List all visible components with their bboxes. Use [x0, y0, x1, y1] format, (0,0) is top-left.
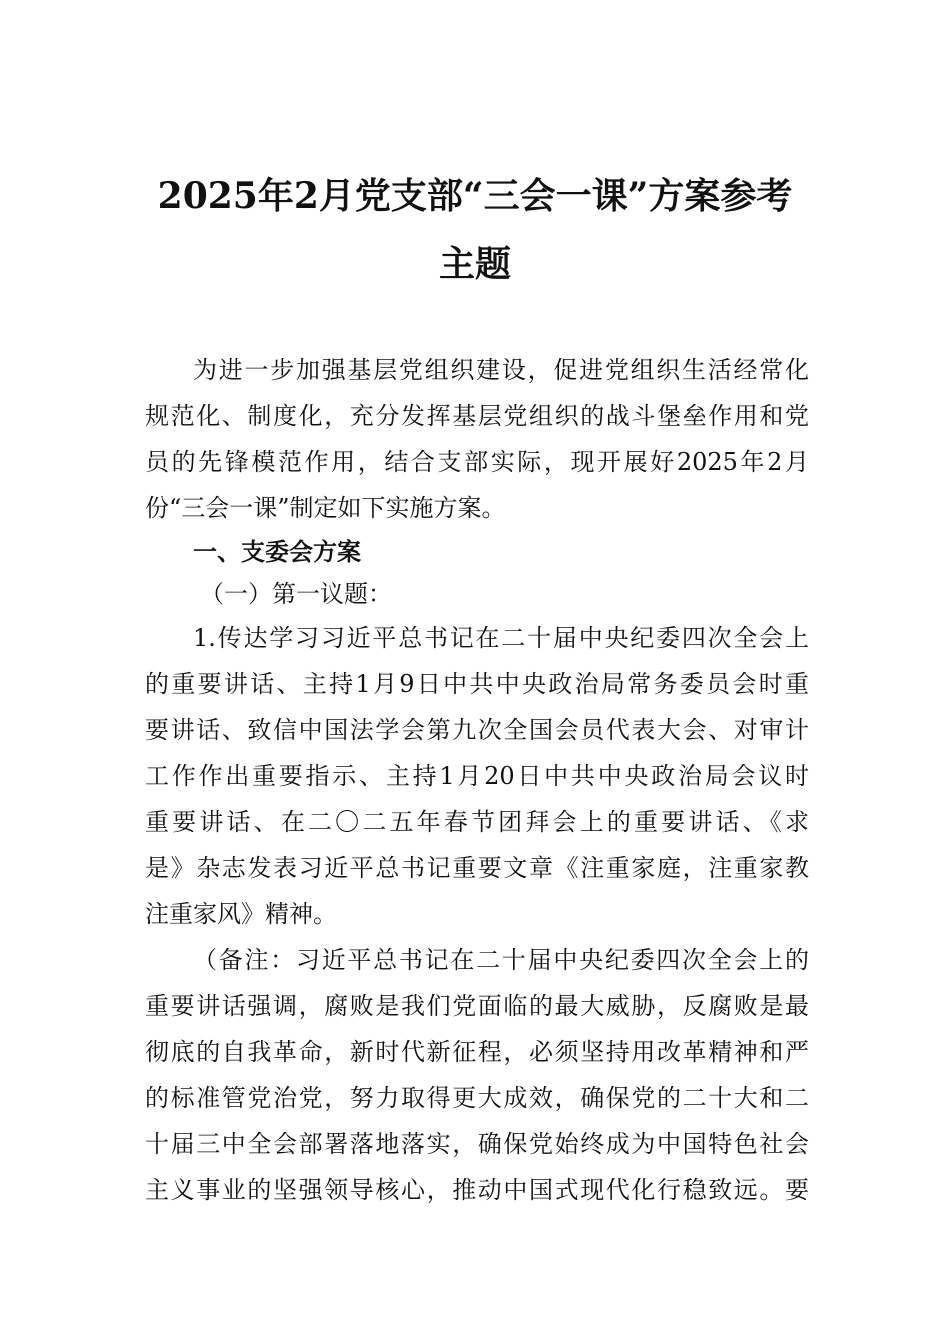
- item-paragraph-line: 注重家风》精神。: [145, 900, 337, 928]
- intro-paragraph-line: 规范化、制度化，充分发挥基层党组织的战斗堡垒作用和党: [145, 402, 809, 430]
- note-paragraph-line: 十届三中全会部署落地落实，确保党始终成为中国特色社会: [145, 1130, 809, 1158]
- item-paragraph-line: 1.传达学习习近平总书记在二十届中央纪委四次全会上: [193, 624, 809, 652]
- intro-paragraph-line: 份“三会一课”制定如下实施方案。: [145, 494, 506, 522]
- note-paragraph-line: 重要讲话强调，腐败是我们党面临的最大威胁，反腐败是最: [145, 992, 809, 1020]
- subsection-heading: （一）第一议题：: [200, 580, 392, 608]
- item-paragraph-line: 是》杂志发表习近平总书记重要文章《注重家庭，注重家教: [145, 854, 809, 882]
- note-paragraph-line: （备注：习近平总书记在二十届中央纪委四次全会上的: [193, 946, 809, 974]
- document-title-line-1: 2025年2月党支部“三会一课”方案参考: [157, 175, 793, 217]
- note-paragraph-line: 的标准管党治党，努力取得更大成效，确保党的二十大和二: [145, 1084, 809, 1112]
- intro-paragraph-line: 员的先锋模范作用，结合支部实际，现开展好2025年2月: [145, 448, 809, 476]
- document-title-line-2: 主题: [438, 243, 511, 285]
- intro-paragraph-line: 为进一步加强基层党组织建设，促进党组织生活经常化: [193, 356, 809, 384]
- item-paragraph-line: 工作作出重要指示、主持1月20日中共中央政治局会议时: [145, 762, 809, 790]
- note-paragraph-line: 主义事业的坚强领导核心，推动中国式现代化行稳致远。要: [145, 1176, 809, 1204]
- item-paragraph-line: 重要讲话、在二〇二五年春节团拜会上的重要讲话、《求: [145, 808, 809, 836]
- item-paragraph-line: 的重要讲话、主持1月9日中共中央政治局常务委员会时重: [145, 670, 809, 698]
- section-heading: 一、支委会方案: [193, 538, 361, 566]
- note-paragraph-line: 彻底的自我革命，新时代新征程，必须坚持用改革精神和严: [145, 1038, 809, 1066]
- item-paragraph-line: 要讲话、致信中国法学会第九次全国会员代表大会、对审计: [145, 716, 809, 744]
